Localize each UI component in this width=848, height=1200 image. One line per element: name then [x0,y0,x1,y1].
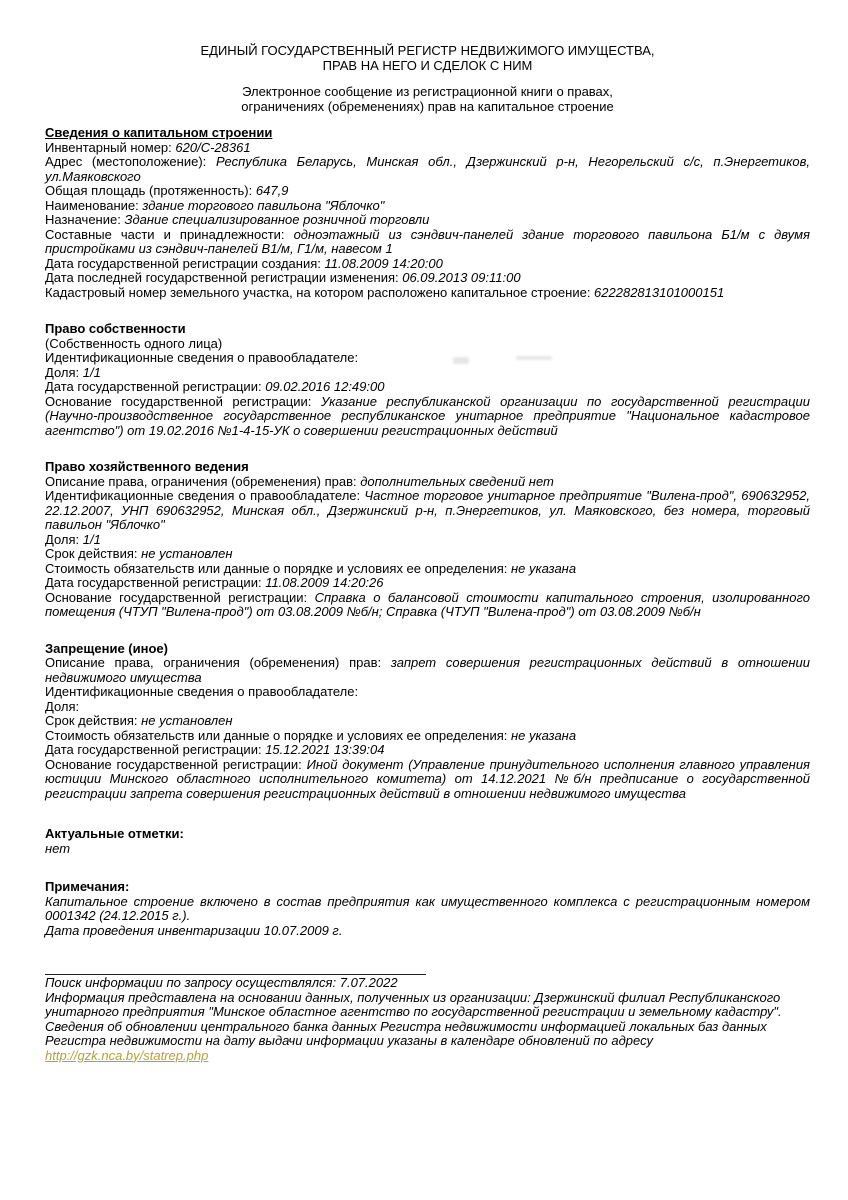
field-right-description [45,475,810,490]
field-right-description [45,656,810,685]
field-last-change-reg-date [45,271,810,286]
field-value: 06.09.2013 09:11:00 [402,270,521,285]
redaction-smudge [516,356,552,360]
field-value: 11.08.2009 14:20:26 [265,575,384,590]
actual-marks-value: нет [45,840,71,856]
section-prohibition [45,642,810,802]
field-label: Идентификационные сведения о правообладателе: [45,488,365,503]
section-heading-building: Сведения о капитальном строении [45,125,273,140]
field-validity-term [45,547,810,562]
field-value: запрет совершения регистрационных действий в отношении недвижимого имущества [45,655,810,685]
field-value: 1/1 [82,364,101,380]
field-label: Срок действия: [45,713,142,728]
field-reg-date [45,576,810,591]
field-value: не указана [510,727,577,743]
field-value: Частное торговое унитарное предприятие "Вилена-прод", 690632952, 22.12.2007, УНП 690632952, Минская обл., Дзержинский р-н, п.Энергетиков, ул. Маяковского, без номера, торговый павильон "Яблочко" [45,488,810,532]
document-title-line2: ПРАВ НА НЕГО И СДЕЛОК С НИМ [322,57,533,73]
field-label: Доля: [45,531,83,547]
field-value: не указана [510,560,577,576]
field-share [45,533,810,548]
field-label: Идентификационные сведения о правообладателе: [45,350,359,365]
footer [45,976,810,1063]
field-obligations-cost [45,562,810,577]
field-label: Адрес (местоположение): [45,154,216,169]
field-label: Доля: [45,698,80,714]
redaction-smudge [453,357,469,364]
section-heading-economic: Право хозяйственного ведения [45,459,249,474]
field-share [45,366,810,381]
section-heading-notes: Примечания: [45,879,130,894]
field-label: Дата последней государственной регистрации изменения: [45,270,403,285]
section-building-info [45,126,810,300]
footer-info-text: Информация представлена на основании данных, полученных из организации: Дзержинский филиал Республиканского унитарного предприятия "Минское областное агентство по государственной регистрации и земельному кадастру". Сведения об обновлении центрального банка данных Регистра недвижимости информацией локальных баз данных Регистра недвижимости на дату выдачи информации указаны в календаре обновлений по адресу [45,989,782,1048]
section-notes [45,880,810,938]
field-value: Справка о балансовой стоимости капитального строения, изолированного помещения (ЧТУП "Вилена-прод") от 03.08.2009 №б/н; Справка (ЧТУП "Вилена-прод") от 03.08.2009 №б/н [45,589,810,619]
section-ownership-right [45,322,810,438]
section-economic-management-right [45,460,810,620]
field-value: здание торгового павильона "Яблочко" [142,197,385,213]
field-object-name [45,199,810,214]
field-label: Дата государственной регистрации создания: [45,255,325,271]
field-value: 09.02.2016 12:49:00 [265,379,385,394]
section-heading-prohibition: Запрещение (иное) [45,640,168,656]
field-validity-term [45,714,810,729]
field-value: Здание специализированное розничной торговли [124,212,430,227]
field-reg-basis [45,591,810,620]
field-label: Общая площадь (протяженность): [45,183,256,198]
section-heading-ownership: Право собственности [45,321,186,336]
field-label: Доля: [45,364,83,380]
field-label: Описание права, ограничения (обременения) прав: [45,473,361,489]
note-line: Капитальное строение включено в состав предприятия как имущественного комплекса с регистрационным номером 0001342 (24.12.2015 г.). [45,893,810,923]
field-value: Республика Беларусь, Минская обл., Дзержинский р-н, Негорельский с/с, п.Энергетиков, ул.Маяковского [45,154,810,184]
field-value: 11.08.2009 14:20:00 [324,255,443,271]
field-label: Кадастровый номер земельного участка, на котором расположено капитальное строение: [45,284,595,300]
note-line: Дата проведения инвентаризации 10.07.2009 г. [45,922,343,938]
field-value: Указание республиканской организации по государственной регистрации (Научно-производственное государственное республиканское унитарное предприятие "Национальное кадастровое агентство") от 19.02.2016 №1-4-15-УК о совершении регистрационных действий [45,393,810,438]
field-label: Основание государственной регистрации: [45,756,307,772]
field-value: одноэтажный из сэндвич-панелей здание торгового павильона Б1/м с двумя пристройками из сэндвич-панелей В1/м, Г1/м, навесом 1 [45,226,810,256]
field-value: дополнительных сведений нет [360,473,554,489]
section-heading-actual-marks: Актуальные отметки: [45,826,184,841]
document-title-line1: ЕДИНЫЙ ГОСУДАРСТВЕННЫЙ РЕГИСТР НЕДВИЖИМОГО ИМУЩЕСТВА, [200,43,655,58]
field-value: 1/1 [82,531,101,547]
field-label: Дата государственной регистрации: [45,742,266,757]
field-label: Основание государственной регистрации: [45,589,315,605]
field-label: Идентификационные сведения о правообладателе: [45,684,359,699]
field-label: Дата государственной регистрации: [45,379,266,394]
field-label: Стоимость обязательств или данные о порядке и условиях ее определения: [45,560,511,576]
field-address [45,155,810,184]
field-purpose [45,213,810,228]
document-subtitle-line1: Электронное сообщение из регистрационной книги о правах, [242,84,613,99]
document-subtitle-line2: ограничениях (обременениях) прав на капитальное строение [241,98,614,114]
field-reg-basis [45,395,810,439]
field-label: Стоимость обязательств или данные о порядке и условиях ее определения: [45,727,511,743]
field-label: Описание права, ограничения (обременения) прав: [45,655,391,670]
field-total-area [45,184,810,199]
field-rightsholder-info [45,351,810,366]
footer-search-line: Поиск информации по запросу осуществлялся: 7.07.2022 [45,975,398,990]
footer-link-line [45,1049,810,1064]
field-share [45,700,810,715]
field-label: Дата государственной регистрации: [45,575,266,590]
field-reg-date [45,743,810,758]
section-actual-marks [45,827,810,856]
document-subtitle [45,85,810,114]
field-rightsholder-info [45,489,810,533]
field-reg-basis [45,758,810,802]
footer-link[interactable]: http://gzk.nca.by/statrep.php [45,1047,209,1063]
field-value: не установлен [141,713,233,728]
field-components [45,228,810,257]
field-label: Составные части и принадлежности: [45,226,294,242]
field-value: 15.12.2021 13:39:04 [265,742,385,757]
field-value: не установлен [141,546,233,561]
document-title [45,44,810,73]
field-creation-reg-date [45,257,810,272]
field-label: Срок действия: [45,546,142,561]
field-inventory-number [45,141,810,156]
field-rightsholder-info [45,685,810,700]
field-value: 622282813101000151 [594,284,725,300]
field-label: Назначение: [45,212,125,227]
field-reg-date [45,380,810,395]
field-label: Основание государственной регистрации: [45,393,321,409]
field-label: Инвентарный номер: [45,139,176,155]
field-label: Наименование: [45,197,143,213]
field-value: Иной документ (Управление принудительного исполнения главного управления юстиции Минского областного исполнительного комитета) от 14.12.2021 №б/н предписание о государственной регистрации запрета совершения регистрационных действий в отношении недвижимого имущества [45,756,810,801]
field-obligations-cost [45,729,810,744]
field-value: 620/С-28361 [175,139,251,155]
field-value: 647,9 [255,183,289,198]
ownership-type-note: (Собственность одного лица) [45,335,223,351]
field-land-cadastral-number [45,286,810,301]
